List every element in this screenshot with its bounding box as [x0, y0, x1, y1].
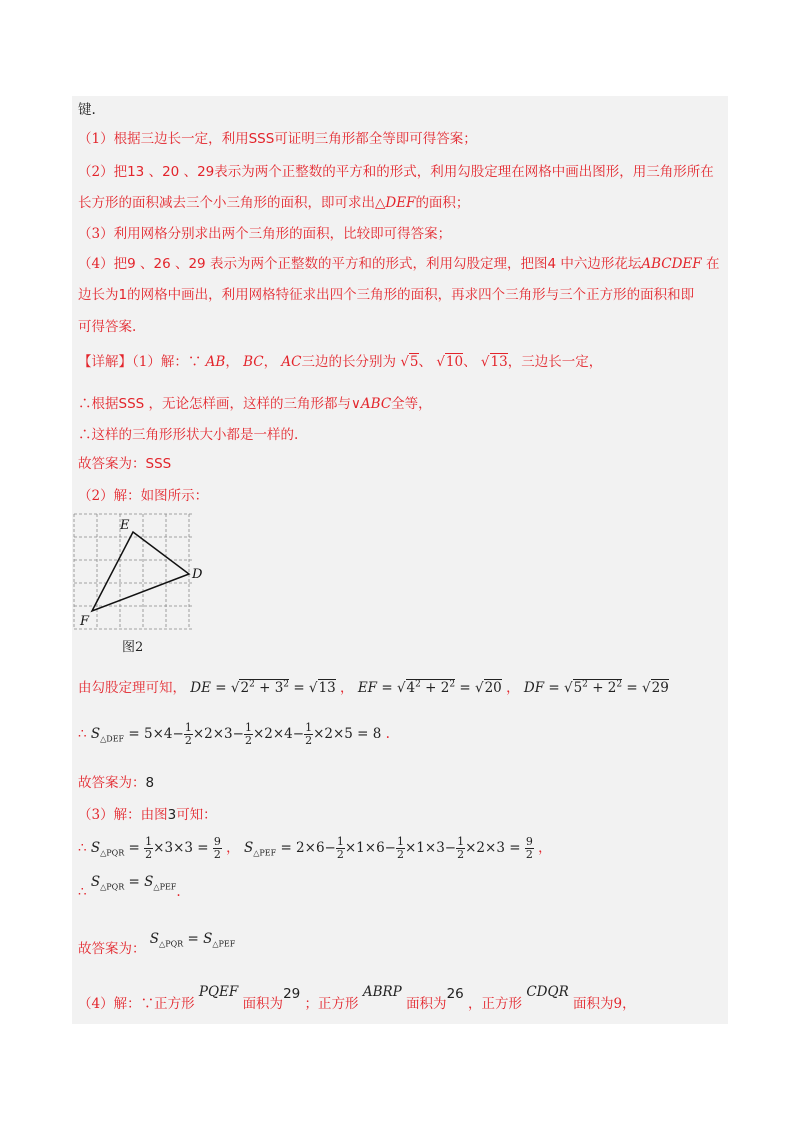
text-line-1: 键.	[78, 102, 96, 118]
text-line-2: （1）根据三边长一定，利用SSS可证明三角形都全等即可得答案；	[78, 131, 477, 147]
text-line-3: （2）把13 、20 、29表示为两个正整数的平方和的形式，利用勾股定理在网格中画出图形，用三角形所在	[78, 164, 714, 180]
text-line-21: （4）解：∵正方形 PQEF 面积为29 ；正方形 ABRP 面积为26 ，正方形 CDQR 面积为9，	[78, 984, 636, 1012]
label-e: E	[120, 518, 130, 533]
text-line-15: ∴ $S_{\triangle DEF} = 5\times 4-$ $\frac{1}{2}$ ×2×3− $\frac{1}{2}$ ×2×4− $\frac{1}{2}$ ×2×5 = 8 .	[78, 721, 390, 747]
text-line-12: 故答案为：SSS	[78, 456, 172, 472]
text-line-16: 故答案为：8	[78, 775, 155, 791]
triangle-def	[92, 532, 189, 611]
text-line-13: （2）解：如图所示：	[78, 488, 209, 504]
equation-area-def: $S_{\triangle DEF} = 5\times 4-$ $\frac{1}{2}$ ×2×3− $\frac{1}{2}$ ×2×4− $\frac{1}{2}$ ×2×5 = 8	[90, 721, 386, 747]
text-line-9: 【详解】（1）解：∵ AB， BC， AC三边的长分别为 √5、 √10、 √13，三边长一定，	[78, 354, 603, 370]
text-line-17: （3）解：由图3可知：	[78, 807, 217, 823]
equation-ef: EF = $√4^2 + 2^2 = √20$	[357, 679, 502, 696]
text-line-20: 故答案为： $S_{\triangle PQR} = S_{\triangle PEF}$	[78, 931, 236, 957]
text-line-7: 边长为1的网格中画出，利用网格特征求出四个三角形的面积，再求四个三角形与三个正方形的面积和即	[78, 287, 695, 303]
equation-equal-areas: $S_{\triangle PQR} = S_{\triangle PEF}$	[90, 874, 177, 892]
text-line-11: ∴这样的三角形形状大小都是一样的.	[78, 427, 299, 443]
text-line-5: （3）利用网格分别求出两个三角形的面积，比较即可得答案；	[78, 226, 452, 242]
equation-df: DF = $√5^2 + 2^2 = √29$	[523, 679, 669, 696]
equation-area-pef: $S_{\triangle PEF} = 2\times 6-$ $\frac{1}{2}$ ×1×6− $\frac{1}{2}$ ×1×3− $\frac{1}{2}$ ×2×3 = $\frac{9}{2}$	[243, 835, 533, 861]
text-line-8: 可得答案.	[78, 319, 137, 335]
text-line-10: ∴根据SSS ，无论怎样画，这样的三角形都与∨ABC全等，	[78, 396, 432, 412]
text-line-19: ∴ $S_{\triangle PQR} = S_{\triangle PEF}$.	[78, 874, 181, 900]
answer-equal-areas: $S_{\triangle PQR} = S_{\triangle PEF}$	[149, 931, 236, 949]
figure-caption: 图2	[122, 640, 144, 655]
text-line-18: ∴ $S_{\triangle PQR}$ = $\frac{1}{2}$ ×3×3 = $\frac{9}{2}$ ， $S_{\triangle PEF} = 2\times 6-$ $\frac{1}{2}$ ×1×6− $\frac{1}{2}$ ×1×3− $\frac{1}{2}$ ×2×3 = $\frac{9}{2}$ ，	[78, 835, 552, 861]
text-line-6: （4）把9 、26 、29 表示为两个正整数的平方和的形式，利用勾股定理，把图4 中六边形花坛ABCDEF 在	[78, 256, 720, 272]
label-d: D	[192, 567, 203, 582]
label-f: F	[80, 614, 90, 629]
text-line-4: 长方形的面积减去三个小三角形的面积，即可求出△DEF的面积；	[78, 195, 470, 211]
equation-de: DE = $√2^2 + 3^2 = √13$	[190, 679, 336, 696]
figure-2	[72, 510, 212, 662]
text-line-14: 由勾股定理可知， DE = $√2^2 + 3^2 = √13$ ， EF = $√4^2 + 2^2 = √20$ ， DF = $√5^2 + 2^2 = √29$	[78, 679, 669, 696]
equation-area-pqr: $S_{\triangle PQR}$ = $\frac{1}{2}$ ×3×3 = $\frac{9}{2}$	[90, 835, 221, 861]
